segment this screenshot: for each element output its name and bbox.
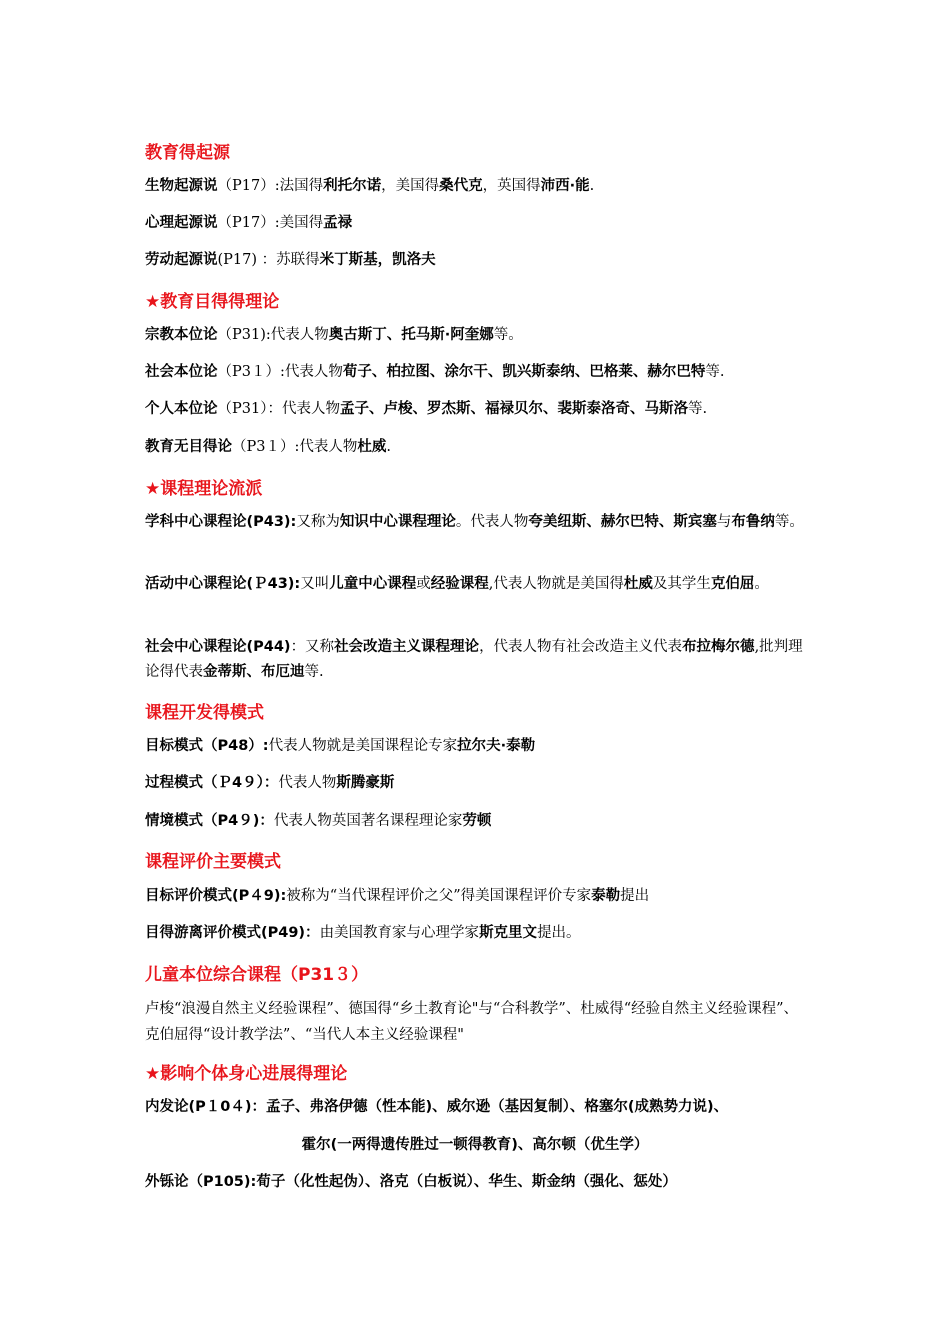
line-biological-origin: 生物起源说（P17）:法国得利托尔诺，美国得桑代克，英国得沛西·能. xyxy=(145,178,595,194)
line-individual-standard: 个人本位论（P31）：代表人物孟子、卢梭、罗杰斯、福禄贝尔、裴斯泰洛奇、马斯洛等. xyxy=(145,401,708,417)
line-no-aim: 教育无目得论（P3１）:代表人物杜威. xyxy=(145,439,391,455)
line-psychological-origin: 心理起源说（P17）:美国得孟禄 xyxy=(145,215,353,231)
line-activity-centered: 活动中心课程论(Ｐ43):又叫儿童中心课程或经验课程,代表人物就是美国得杜威及其学生克伯屈。 xyxy=(145,576,769,592)
section-heading-evaluation-models: 课程评价主要模式 xyxy=(145,852,281,872)
line-labor-origin: 劳动起源说(P17) ：苏联得米丁斯基，凯洛夫 xyxy=(145,252,436,268)
line-society-standard: 社会本位论（P3１）:代表人物荀子、柏拉图、涂尔干、凯兴斯泰纳、巴格莱、赫尔巴特等. xyxy=(145,364,725,380)
line-objective-evaluation: 目标评价模式(P４9):被称为“当代课程评价之父”得美国课程评价专家泰勒提出 xyxy=(145,888,650,904)
section-heading-curriculum-dev-models: 课程开发得模式 xyxy=(145,703,264,723)
section-heading-education-origin: 教育得起源 xyxy=(145,143,230,163)
section-heading-child-centered-curriculum: 儿童本位综合课程（P31３） xyxy=(145,965,369,985)
line-religion-standard: 宗教本位论（P31):代表人物奥古斯丁、托马斯·阿奎娜等。 xyxy=(145,327,523,343)
line-child-centered-detail: 卢梭“浪漫自然主义经验课程”、德国得“乡土教育论"与“合科教学”、杜威得“经验自然主义经验课程”、克伯屈得“设计教学法”、“当代人本主义经验课程" xyxy=(145,1001,799,1043)
line-internal-theory: 内发论(P１0４)：孟子、弗洛伊德（性本能)、威尔逊（基因复制）、格塞尔(成熟势力说)、 xyxy=(145,1099,729,1115)
line-goal-free-evaluation: 目得游离评价模式(P49)：由美国教育家与心理学家斯克里文提出。 xyxy=(145,925,581,941)
section-heading-development-theories: ★影响个体身心进展得理论 xyxy=(145,1064,348,1084)
line-subject-centered: 学科中心课程论(P43):又称为知识中心课程理论。代表人物夸美纽斯、赫尔巴特、斯宾塞与布鲁纳等。 xyxy=(145,514,804,530)
line-society-centered: 社会中心课程论(P44)：又称社会改造主义课程理论，代表人物有社会改造主义代表布拉梅尔德,批判理论得代表金蒂斯、布厄迪等. xyxy=(145,639,803,680)
line-objective-model: 目标模式（P48）:代表人物就是美国课程论专家拉尔夫·泰勒 xyxy=(145,738,536,754)
line-process-model: 过程模式（Ｐ4９）：代表人物斯腾豪斯 xyxy=(145,775,395,791)
line-external-theory: 外铄论（P105):荀子（化性起伪）、洛克（白板说）、华生、斯金纳（强化、惩处） xyxy=(145,1174,677,1190)
section-heading-education-aims: ★教育目得得理论 xyxy=(145,292,280,312)
line-situation-model: 情境模式（P4９)：代表人物英国著名课程理论家劳顿 xyxy=(145,813,492,829)
section-heading-curriculum-schools: ★课程理论流派 xyxy=(145,479,263,499)
line-internal-theory-cont: 霍尔(一两得遗传胜过一顿得教育)、高尔顿（优生学） xyxy=(301,1137,649,1153)
